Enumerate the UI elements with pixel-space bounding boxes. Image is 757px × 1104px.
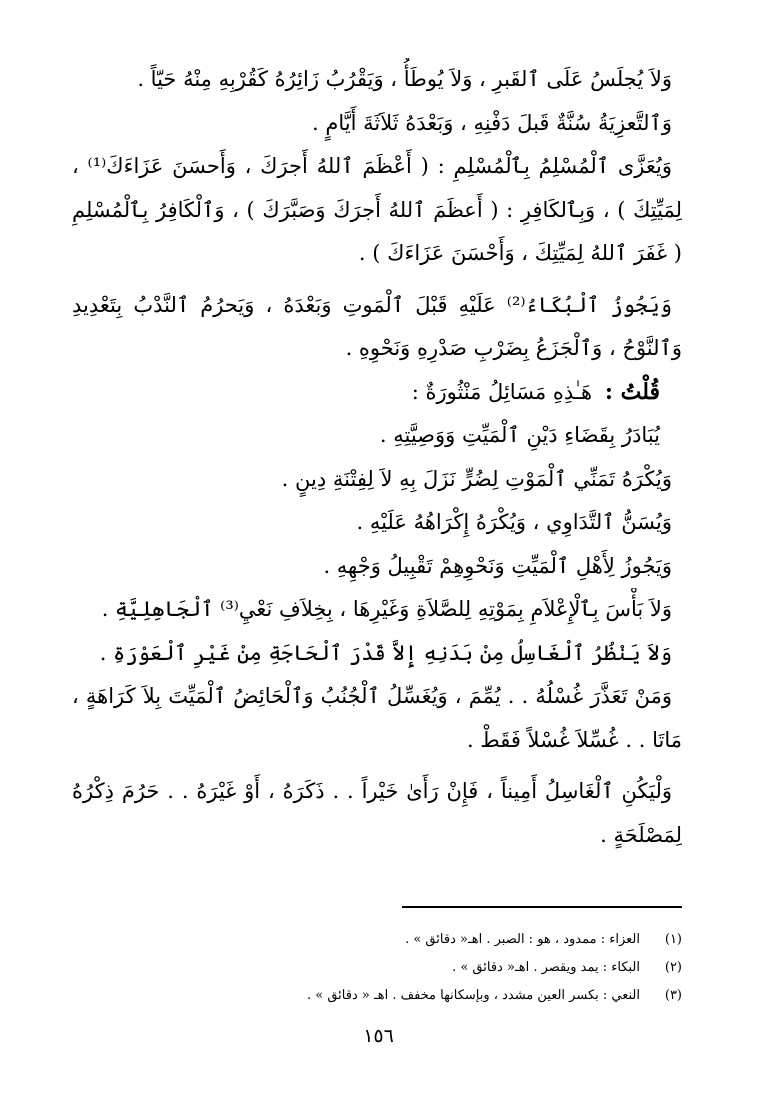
text-line: وَٱلتَّعزِيَةُ سُنَّةٌ قَبلَ دَفْنِهِ ، وَبَعْدَهُ ثَلاَثَةَ أَيَّامٍ .	[311, 110, 672, 135]
footnote-number: (١)	[664, 932, 682, 947]
text-line: وَيُعَزَّى ٱلْمُسْلِمُ بِٱلْمُسْلِمِ : ( أَعْظَمَ ٱللهُ أَجرَكَ ، وَأَحسَنَ عَزَاءَكَ⁽¹⁾ ،	[72, 154, 672, 178]
text-line: وَلاَ بَأْسَ بِٱلْإِعْلاَمِ بِمَوْتِهِ لِلصَّلاَةِ وَغَيْرِهَا ، بِخِلاَفِ نَعْيِ⁽³⁾ ٱلْجَاهِلِيَّةِ .	[101, 597, 672, 621]
footnote-text: البكاء : يمد ويقصر . اهـ« دقائق » .	[452, 960, 640, 975]
text-line: وَٱلنَّوْحُ ، وَٱلْجَزَعُ بِضَرْبِ صَدْرِهِ وَنَحْوِهِ .	[345, 336, 682, 360]
text-line: وَيُسَنُّ ٱلتَّدَاوِي ، وَيُكْرَهُ إِكْرَاهُهُ عَلَيْهِ .	[356, 510, 672, 534]
footnote	[72, 954, 682, 982]
footnote-text: العزاء : ممدود ، هو : الصبر . اهـ« دقائق » .	[405, 932, 640, 947]
heading-text: هَـٰذِهِ مَسَائِلُ مَنْثُورَةٌ :	[411, 379, 593, 404]
footnote-number: (٣)	[664, 988, 682, 1003]
footnotes	[72, 926, 682, 1010]
text-line: وَيَجُوزُ لِأَهْلِ ٱلْمَيِّتِ وَنَحْوِهِمْ تَقْبِيلُ وَجْهِهِ .	[323, 553, 672, 578]
footnote-divider	[402, 906, 682, 908]
text-line: وَمَنْ تَعَذَّرَ غُسْلُهُ . . يُمِّمَ ، وَيُغَسِّلُ ٱلْجُنُبُ وَٱلْحَائِضُ ٱلْمَيِّتَ بِلاَ كَرَاهَةٍ ،	[72, 684, 672, 708]
text-line: لِمَصْلَحَةٍ .	[600, 822, 682, 847]
page-number: ١٥٦	[363, 1025, 394, 1047]
footnote	[72, 926, 682, 954]
text-line: مَاتَا . . غُسِّلاَ غُسْلاً فَقَطْ .	[466, 727, 682, 752]
footnote-text: النعي : بكسر العين مشدد ، وبإسكانها مخفف . اهـ « دقائق » .	[306, 988, 640, 1003]
text-line: لِمَيِّتِكَ ) ، وَبِٱلكَافِرِ : ( أَعظَمَ ٱللهُ أَجرَكَ وَصَبَّرَكَ ) ، وَٱلْكَافِرُ بِٱلْمُسْلِمِ	[72, 197, 682, 222]
footnote-number: (٢)	[664, 960, 682, 975]
text-line: وَلاَ يُجلَسُ عَلَى ٱلقَبرِ ، وَلاَ يُوطَأُ ، وَيَقْرُبُ زَائِرُهُ كَقُرْبِهِ مِنْهُ حَيّاً .	[137, 67, 672, 91]
text-line: وَلْيَكُنِ ٱلْغَاسِلُ أَمِيناً ، فَإِنْ رَأَىٰ خَيْراً . . ذَكَرَهُ ، أَوْ غَيْرَهُ . . حَرُمَ ذِكْرُهُ	[72, 779, 672, 803]
footnote	[72, 982, 682, 1010]
text-line: ( غَفَرَ ٱللهُ لِمَيِّتِكَ ، وَأَحْسَنَ عَزَاءَكَ ) .	[358, 241, 682, 265]
text-line: يُبَادَرُ بِقَضَاءِ دَيْنِ ٱلْمَيِّتِ وَوَصِيَّتِهِ .	[379, 423, 660, 447]
text-line: وَيَجُوزُ ٱلْبُكَاءُ⁽²⁾ عَلَيْهِ قَبْلَ ٱلْمَوتِ وَبَعْدَهُ ، وَيَحرُمُ ٱلنَّدْبُ بِتَعْدِيدِ	[72, 292, 672, 317]
text-line: وَيُكْرَهُ تَمَنِّي ٱلْمَوْتِ لِضُرٍّ نَزَلَ بِهِ لاَ لِفِتْنَةِ دِينٍ .	[281, 466, 672, 491]
section-heading: قُلْتُ :	[604, 378, 660, 405]
text-line: وَلاَ يَنْظُرُ ٱلْغَاسِلُ مِنْ بَدَنِهِ إِلاَّ قَدْرَ ٱلْحَاجَةِ مِنْ غَيْرِ ٱلْعَوْرَةِ .	[99, 640, 672, 665]
main-text	[72, 58, 682, 857]
text-line	[72, 371, 682, 415]
